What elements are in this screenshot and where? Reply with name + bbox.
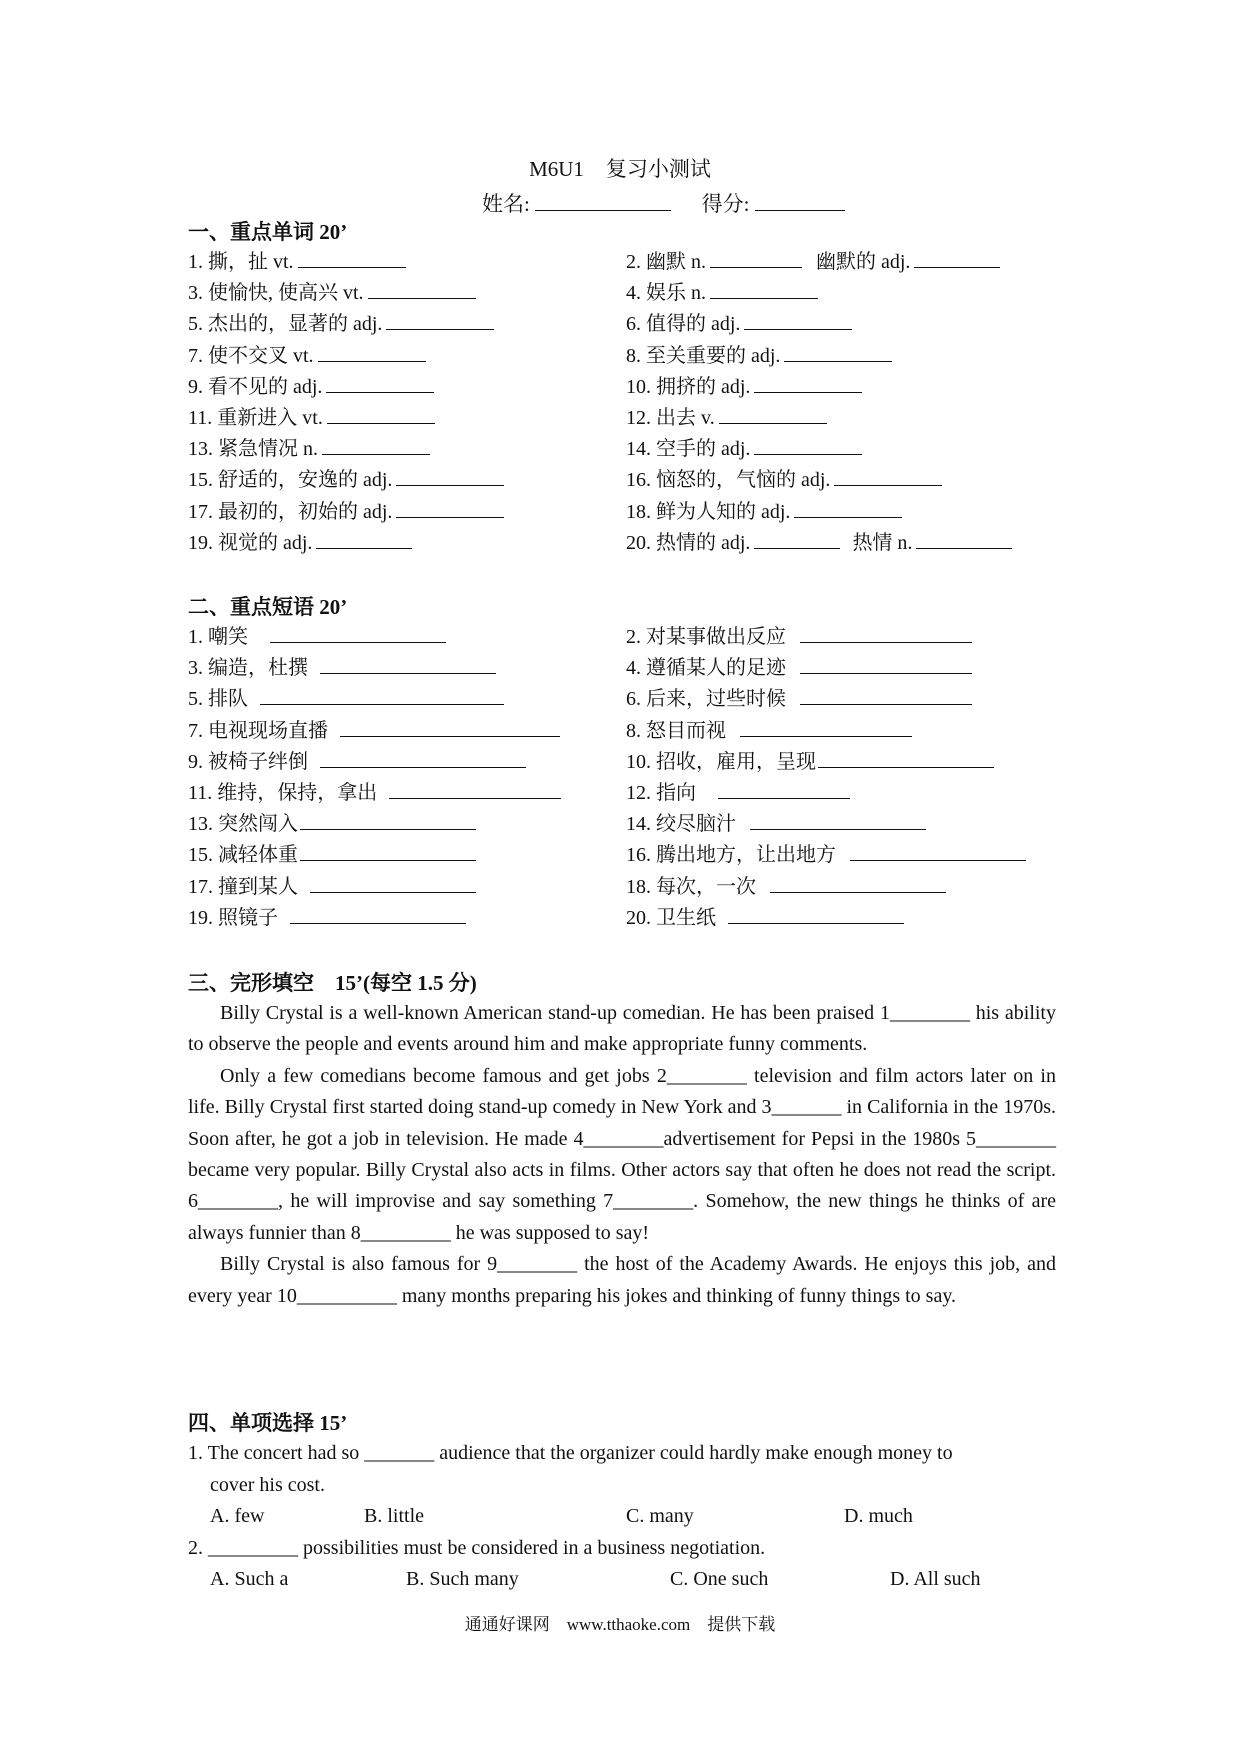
list-item: 20. 热情的 adj. 热情 n. bbox=[626, 528, 1066, 559]
answer-blank[interactable] bbox=[710, 249, 802, 268]
answer-blank[interactable] bbox=[320, 749, 526, 768]
list-item: 9. 被椅子绊倒 bbox=[188, 747, 626, 778]
answer-blank[interactable] bbox=[728, 905, 904, 924]
answer-blank[interactable] bbox=[718, 780, 850, 799]
list-item: 4. 娱乐 n. bbox=[626, 278, 1066, 309]
section-multiple-choice bbox=[188, 1408, 1056, 1596]
answer-blank[interactable] bbox=[340, 718, 560, 737]
list-item: 11. 维持，保持，拿出 bbox=[188, 778, 626, 809]
name-blank[interactable] bbox=[535, 192, 671, 211]
list-item: 16. 腾出地方，让出地方 bbox=[626, 840, 1066, 871]
answer-blank[interactable] bbox=[326, 374, 434, 393]
list-item: 12. 指向 bbox=[626, 778, 1066, 809]
question-text: 2. _________ possibilities must be considered in a business negotiation. bbox=[188, 1536, 766, 1559]
answer-blank[interactable] bbox=[754, 436, 862, 455]
question-2 bbox=[188, 1533, 1056, 1596]
list-item: 17. 撞到某人 bbox=[188, 872, 626, 903]
list-item: 8. 至关重要的 adj. bbox=[626, 341, 1066, 372]
answer-blank[interactable] bbox=[744, 311, 852, 330]
answer-blank[interactable] bbox=[300, 842, 476, 861]
answer-blank[interactable] bbox=[260, 686, 504, 705]
answer-blank[interactable] bbox=[386, 311, 494, 330]
list-item: 14. 空手的 adj. bbox=[626, 434, 1066, 465]
list-item: 5. 排队 bbox=[188, 684, 626, 715]
section-heading: 四、单项选择 15’ bbox=[188, 1411, 348, 1435]
footer-source: 通通好课网 www.tthaoke.com 提供下载 bbox=[464, 1615, 776, 1634]
option-b[interactable]: B. Such many bbox=[406, 1568, 519, 1590]
list-item: 10. 拥挤的 adj. bbox=[626, 372, 1066, 403]
answer-blank[interactable] bbox=[770, 874, 946, 893]
answer-blank[interactable] bbox=[320, 655, 496, 674]
list-item: 19. 视觉的 adj. bbox=[188, 528, 626, 559]
list-item: 2. 对某事做出反应 bbox=[626, 622, 1066, 653]
option-c[interactable]: C. One such bbox=[670, 1568, 769, 1590]
question-text-continued: cover his cost. bbox=[210, 1473, 325, 1496]
passage-paragraph: Billy Crystal is a well-known American stand-up comedian. He has been praised 1________ his ability to observe the people and events around him and make appropriate funny comments. bbox=[188, 1002, 1056, 1056]
option-a[interactable]: A. few bbox=[210, 1505, 265, 1527]
answer-blank[interactable] bbox=[396, 499, 504, 518]
option-d[interactable]: D. All such bbox=[890, 1568, 981, 1590]
answer-blank[interactable] bbox=[316, 530, 412, 549]
list-item: 12. 出去 v. bbox=[626, 403, 1066, 434]
option-a[interactable]: A. Such a bbox=[210, 1568, 289, 1590]
list-item: 3. 编造，杜撰 bbox=[188, 653, 626, 684]
answer-blank[interactable] bbox=[784, 343, 892, 362]
list-item: 15. 舒适的，安逸的 adj. bbox=[188, 465, 626, 496]
answer-blank[interactable] bbox=[322, 436, 430, 455]
name-label: 姓名: bbox=[482, 192, 530, 216]
passage-paragraph: Billy Crystal is also famous for 9________ the host of the Academy Awards. He enjoys this job, and every year 10__________ many months preparing his jokes and thinking of funny things to say. bbox=[188, 1253, 1056, 1307]
answer-blank[interactable] bbox=[396, 467, 504, 486]
list-item: 19. 照镜子 bbox=[188, 903, 626, 934]
answer-blank[interactable] bbox=[800, 655, 972, 674]
answer-blank[interactable] bbox=[754, 530, 840, 549]
quiz-title: 复习小测试 bbox=[605, 157, 711, 181]
answer-blank[interactable] bbox=[710, 280, 818, 299]
answer-blank[interactable] bbox=[740, 718, 912, 737]
list-item: 3. 使愉快, 使高兴 vt. bbox=[188, 278, 626, 309]
answer-blank[interactable] bbox=[327, 405, 435, 424]
list-item: 5. 杰出的，显著的 adj. bbox=[188, 309, 626, 340]
unit-code: M6U1 bbox=[529, 157, 584, 181]
list-item: 1. 嘲笑 bbox=[188, 622, 626, 653]
list-item: 2. 幽默 n. 幽默的 adj. bbox=[626, 247, 1066, 278]
option-c[interactable]: C. many bbox=[626, 1505, 694, 1527]
list-item: 6. 后来，过些时候 bbox=[626, 684, 1066, 715]
answer-blank[interactable] bbox=[310, 874, 476, 893]
list-item: 17. 最初的，初始的 adj. bbox=[188, 497, 626, 528]
answer-blank[interactable] bbox=[754, 374, 862, 393]
answer-blank[interactable] bbox=[318, 343, 426, 362]
answer-blank[interactable] bbox=[719, 405, 827, 424]
list-item: 10. 招收，雇用，呈现 bbox=[626, 747, 1066, 778]
list-item: 16. 恼怒的，气恼的 adj. bbox=[626, 465, 1066, 496]
page-title bbox=[0, 153, 1240, 183]
answer-blank[interactable] bbox=[750, 811, 926, 830]
answer-blank[interactable] bbox=[794, 499, 902, 518]
section-heading: 一、重点单词 20’ bbox=[188, 220, 348, 244]
section-key-words bbox=[188, 217, 1066, 559]
answer-blank[interactable] bbox=[914, 249, 1000, 268]
answer-blank[interactable] bbox=[834, 467, 942, 486]
list-item: 18. 每次，一次 bbox=[626, 872, 1066, 903]
answer-blank[interactable] bbox=[368, 280, 476, 299]
list-item: 14. 绞尽脑汁 bbox=[626, 809, 1066, 840]
word-grid bbox=[188, 247, 1066, 559]
list-item: 18. 鲜为人知的 adj. bbox=[626, 497, 1066, 528]
answer-blank[interactable] bbox=[300, 811, 476, 830]
option-d[interactable]: D. much bbox=[844, 1505, 913, 1527]
section-key-phrases bbox=[188, 592, 1066, 934]
list-item: 7. 使不交叉 vt. bbox=[188, 341, 626, 372]
name-score-bar bbox=[482, 188, 845, 218]
option-b[interactable]: B. little bbox=[364, 1505, 424, 1527]
cloze-passage bbox=[188, 998, 1056, 1312]
question-text: 1. The concert had so _______ audience that the organizer could hardly make enough money to bbox=[188, 1442, 953, 1464]
list-item: 9. 看不见的 adj. bbox=[188, 372, 626, 403]
section-heading: 二、重点短语 20’ bbox=[188, 595, 348, 619]
score-label: 得分: bbox=[701, 192, 750, 216]
answer-blank[interactable] bbox=[818, 749, 994, 768]
answer-blank[interactable] bbox=[290, 905, 466, 924]
answer-blank[interactable] bbox=[850, 842, 1026, 861]
answer-blank[interactable] bbox=[916, 530, 1012, 549]
section-cloze bbox=[188, 968, 1056, 1312]
passage-paragraph: Only a few comedians become famous and get jobs 2________ television and film actors later on in life. Billy Crystal first started doing stand-up comedy in New York and 3_______ in California in the 1970s. Soon after, he got a job in television. He made 4________advertisement for Pepsi in the 1980s 5________ became very popular. Billy Crystal also acts in films. Other actors say that often he does not read the script. 6________, he will improvise and say something 7________. Somehow, the new things he thinks of are always funnier than 8_________ he was supposed to say! bbox=[188, 1064, 1056, 1244]
answer-blank[interactable] bbox=[270, 624, 446, 643]
list-item: 6. 值得的 adj. bbox=[626, 309, 1066, 340]
list-item: 20. 卫生纸 bbox=[626, 903, 1066, 934]
answer-blank[interactable] bbox=[389, 780, 561, 799]
list-item: 4. 遵循某人的足迹 bbox=[626, 653, 1066, 684]
answer-options bbox=[188, 1501, 1056, 1533]
list-item: 11. 重新进入 vt. bbox=[188, 403, 626, 434]
answer-options bbox=[188, 1564, 1056, 1596]
list-item: 13. 突然闯入 bbox=[188, 809, 626, 840]
list-item: 1. 撕，扯 vt. bbox=[188, 247, 626, 278]
phrase-grid bbox=[188, 622, 1066, 934]
answer-blank[interactable] bbox=[298, 249, 406, 268]
list-item: 7. 电视现场直播 bbox=[188, 716, 626, 747]
answer-blank[interactable] bbox=[800, 624, 972, 643]
list-item: 13. 紧急情况 n. bbox=[188, 434, 626, 465]
list-item: 8. 怒目而视 bbox=[626, 716, 1066, 747]
section-heading: 三、完形填空 15’(每空 1.5 分) bbox=[188, 971, 477, 995]
question-1 bbox=[188, 1438, 1056, 1533]
score-blank[interactable] bbox=[755, 192, 845, 211]
answer-blank[interactable] bbox=[800, 686, 972, 705]
list-item: 15. 减轻体重 bbox=[188, 840, 626, 871]
